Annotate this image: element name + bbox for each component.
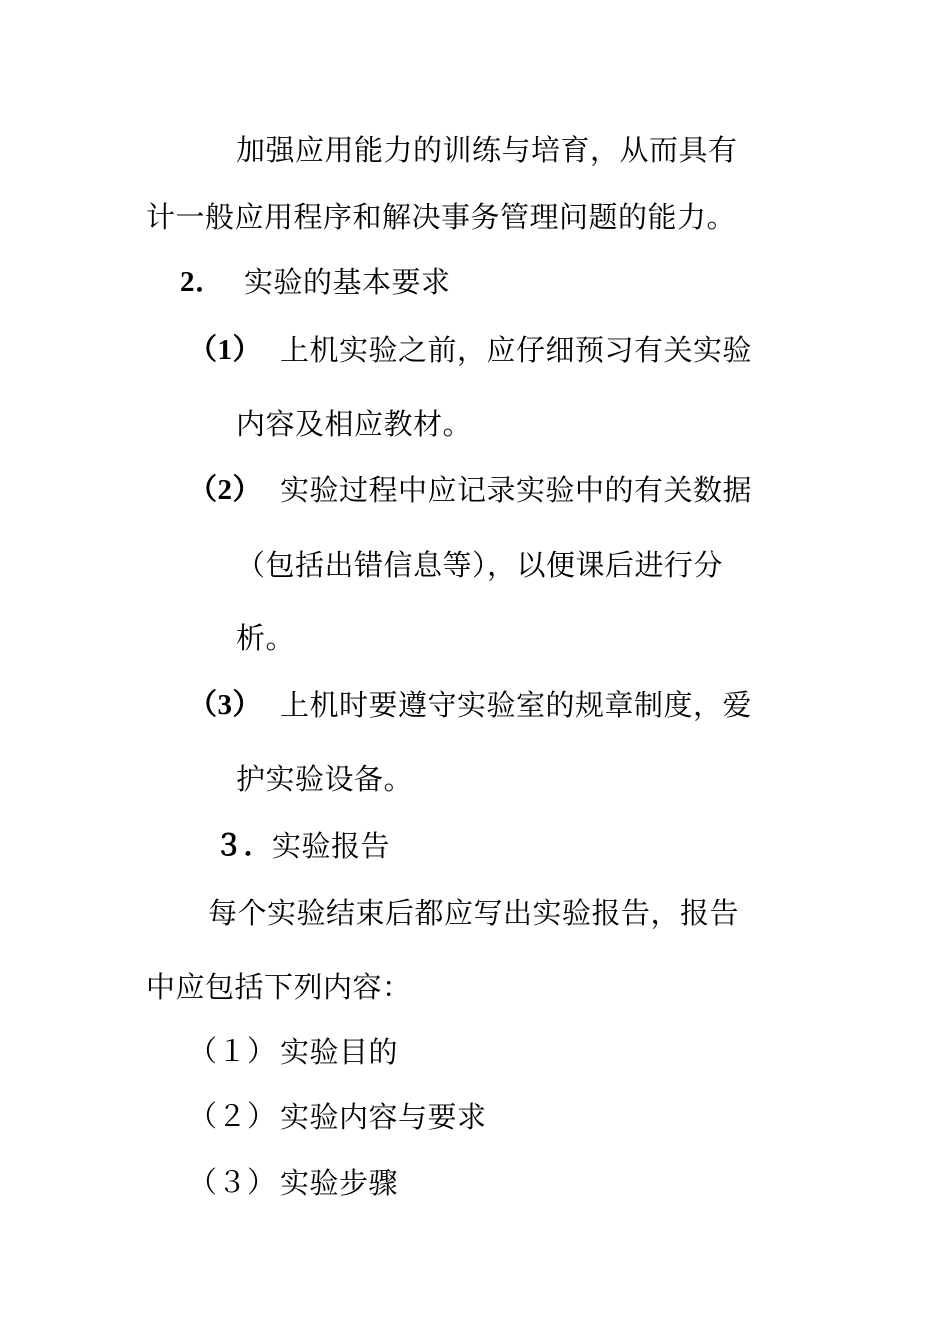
intro-line-2: 计一般应用程序和解决事务管理问题的能力。 xyxy=(146,200,737,234)
section3-item3-text: 实验步骤 xyxy=(280,1166,399,1200)
section3-para-line-2: 中应包括下列内容： xyxy=(146,970,412,1004)
intro-line-1: 加强应用能力的训练与培育，从而具有 xyxy=(236,133,738,167)
section2-item1-marker: （1） xyxy=(188,334,263,366)
section3-para-line-1: 每个实验结束后都应写出实验报告，报告 xyxy=(208,896,740,930)
section3-number: ３． xyxy=(214,830,274,862)
section2-item1-line1: 上机实验之前，应仔细预习有关实验 xyxy=(280,333,753,367)
section2-number: 2． xyxy=(180,266,225,298)
section2-item1-line2: 内容及相应教材。 xyxy=(236,407,473,441)
section3-title: 实验报告 xyxy=(272,829,391,863)
section3-item2-marker: （２） xyxy=(188,1101,277,1133)
section3-item3-marker: （３） xyxy=(188,1167,277,1199)
section2-item2-line3: 析。 xyxy=(236,621,296,655)
section2-title: 实验的基本要求 xyxy=(244,265,451,299)
section3-item1-marker: （１） xyxy=(188,1036,277,1068)
section2-item2-line2: （包括出错信息等），以便课后进行分 xyxy=(236,548,724,582)
section2-item2-marker: （2） xyxy=(188,474,263,506)
section3-item1-text: 实验目的 xyxy=(280,1035,399,1069)
section2-item3-line2: 护实验设备。 xyxy=(236,762,414,796)
section3-item2-text: 实验内容与要求 xyxy=(280,1100,487,1134)
section2-item3-line1: 上机时要遵守实验室的规章制度，爱 xyxy=(280,688,753,722)
section2-item3-marker: （3） xyxy=(188,689,263,721)
section2-item2-line1: 实验过程中应记录实验中的有关数据 xyxy=(280,473,753,507)
